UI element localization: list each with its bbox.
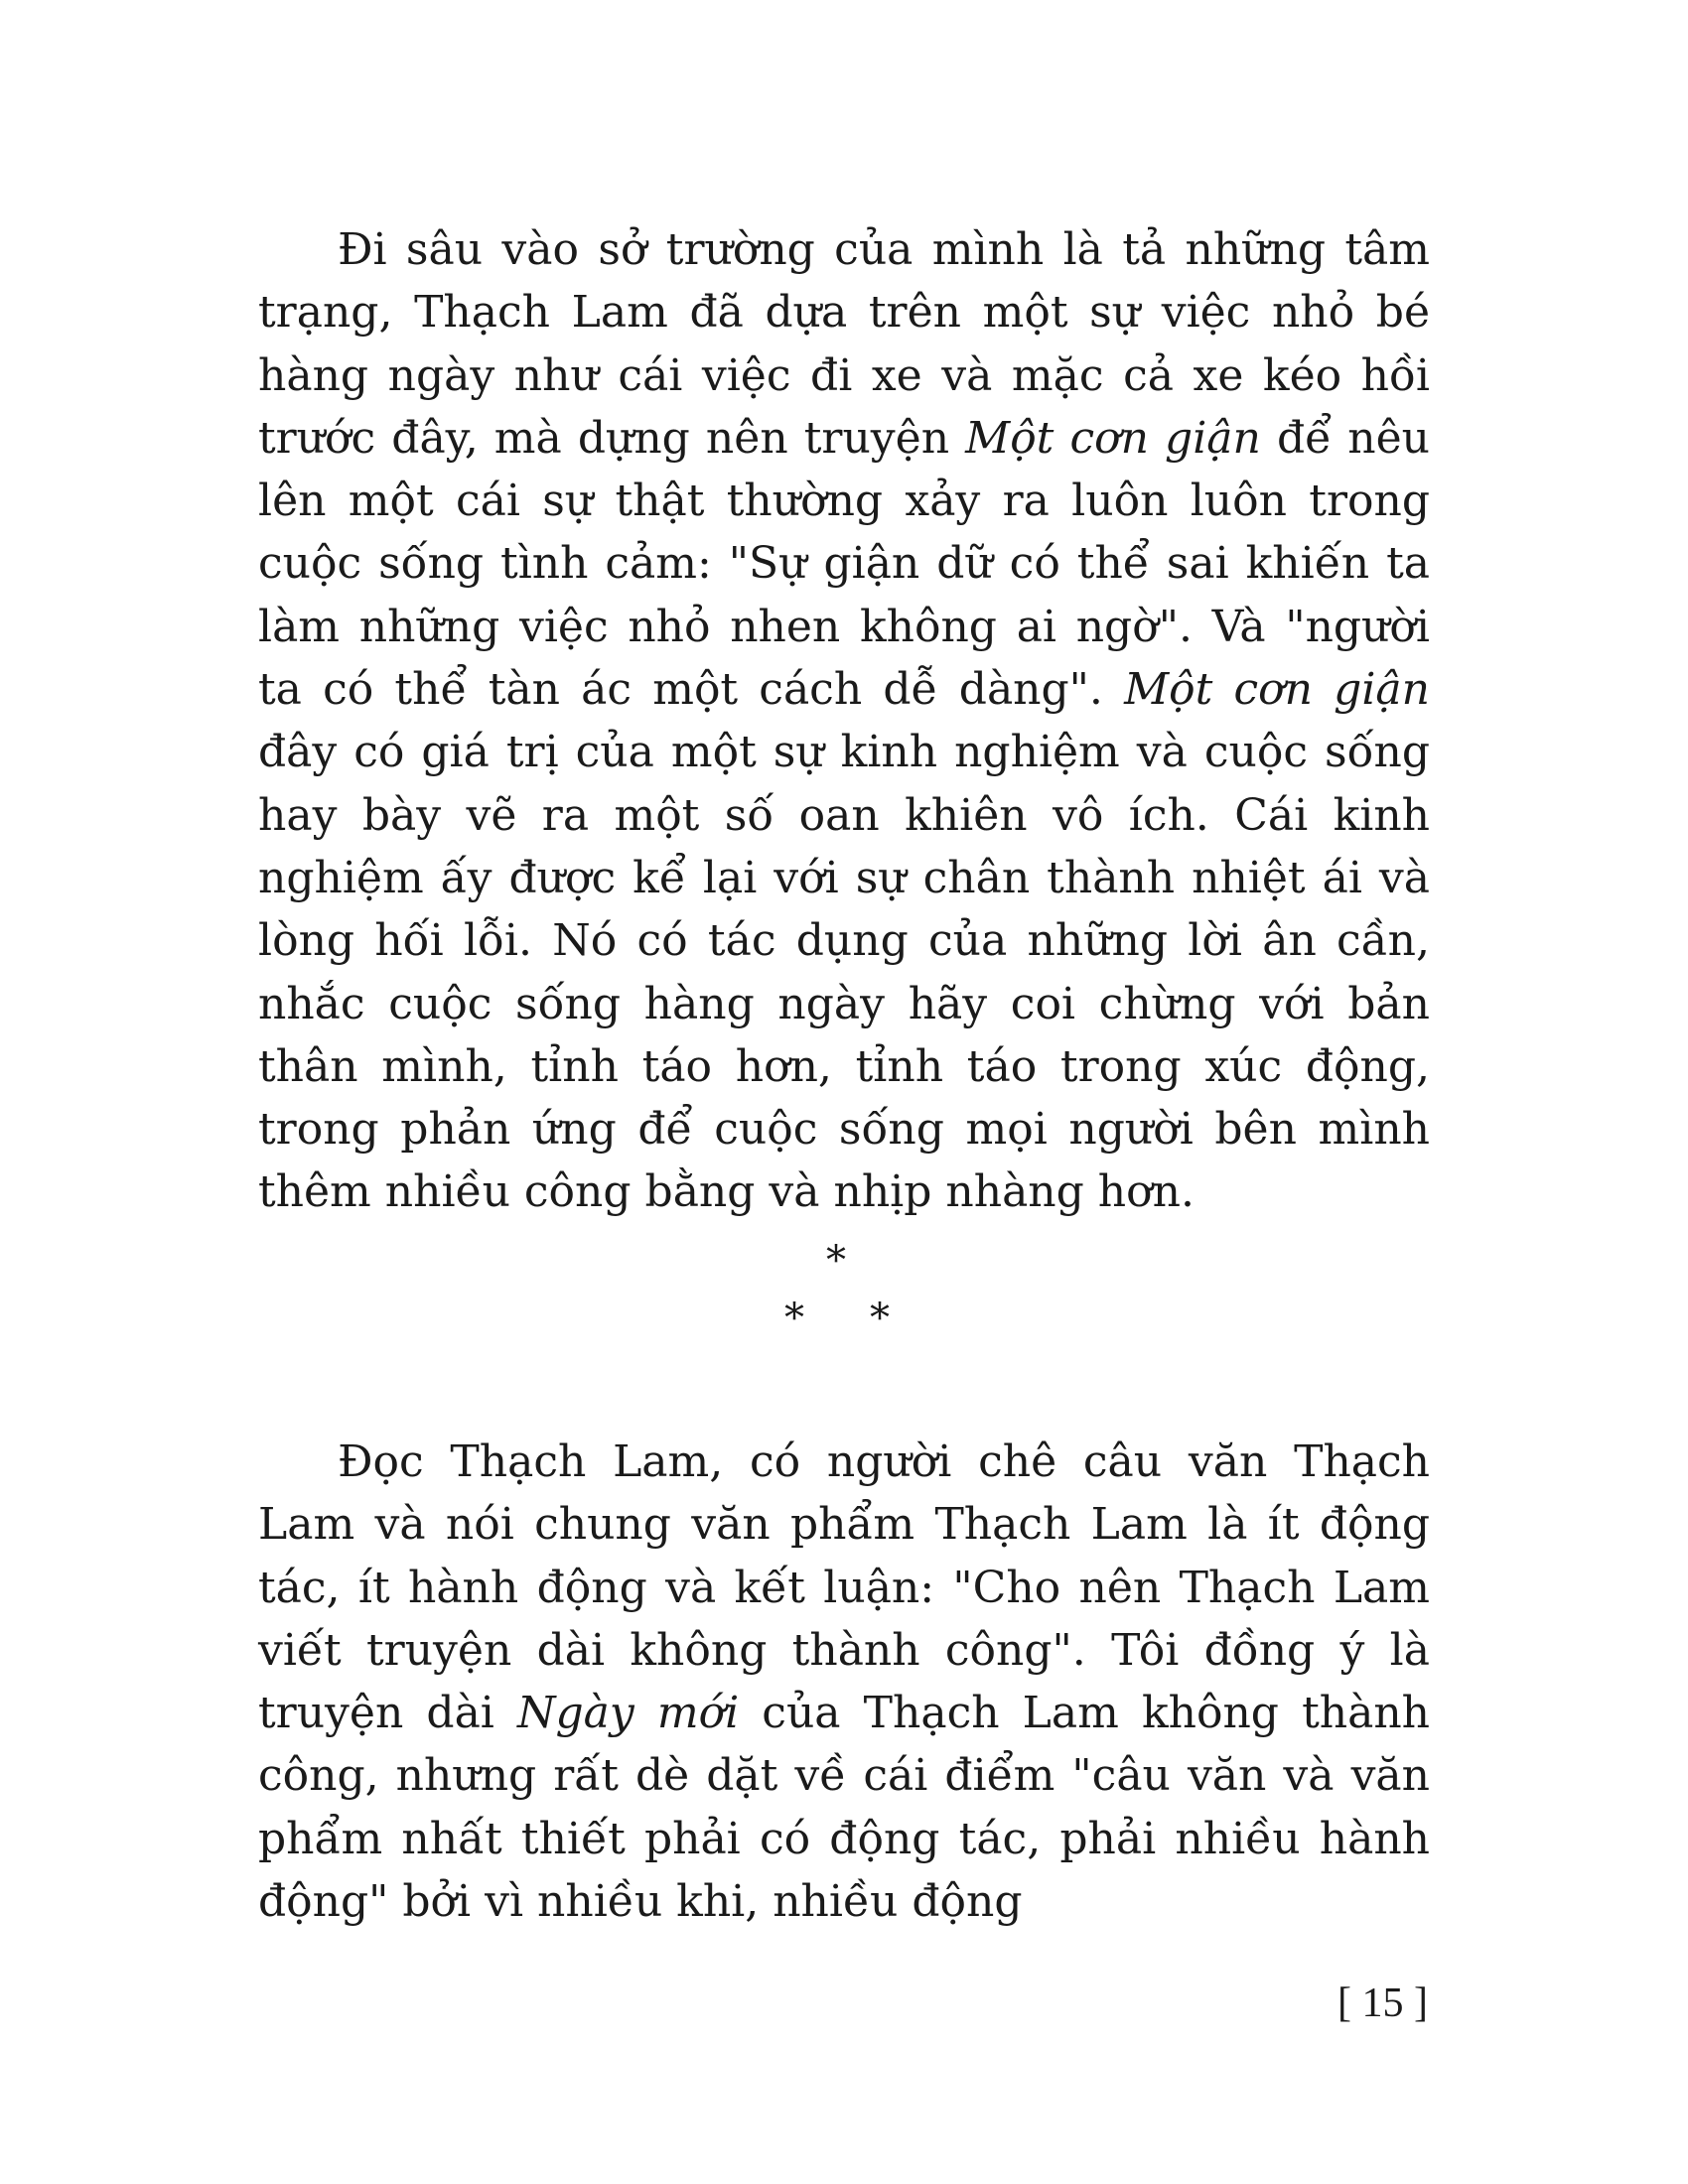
section-separator bbox=[0, 1238, 1688, 1360]
paragraph-2 bbox=[258, 1431, 1430, 1933]
page-number: [ 15 ] bbox=[1337, 1980, 1428, 2026]
paragraph-1 bbox=[258, 218, 1430, 1224]
paragraph-1-text-1: Đi sâu vào sở trường của mình là tả những tâm trạng, Thạch Lam đã dựa trên một sự việc nhỏ bé hàng ngày như cái việc đi xe và mặc cả xe kéo hồi trước đây, mà dựng nên truyện bbox=[258, 224, 1430, 464]
paragraph-2-text-2: của Thạch Lam không thành công, nhưng rất dè dặt về cái điểm "câu văn và văn phẩm nhất thiết phải có động tác, phải nhiều hành động" bởi vì nhiều khi, nhiều động bbox=[258, 1688, 1431, 1928]
separator-star-left: * bbox=[784, 1296, 804, 1341]
paragraph-1-title-2: Một cơn giận bbox=[1124, 664, 1430, 716]
separator-star-right: * bbox=[870, 1296, 890, 1341]
paragraph-2-title-1: Ngày mới bbox=[517, 1688, 740, 1739]
separator-star-top: * bbox=[826, 1238, 846, 1284]
paragraph-1-title-1: Một cơn giận bbox=[965, 412, 1261, 464]
paragraph-2-text-1: Đọc Thạch Lam, có người chê câu văn Thạch Lam và nói chung văn phẩm Thạch Lam là ít động tác, ít hành động và kết luận: "Cho nên Thạch Lam viết truyện dài không thành công". Tôi đồng ý là truyện dài bbox=[258, 1436, 1430, 1739]
paragraph-1-text-2: để nêu lên một cái sự thật thường xảy ra luôn luôn trong cuộc sống tình cảm: "Sự giận dữ có thể sai khiến ta làm những việc nhỏ nhen không ai ngờ". Và "người ta có thể tàn ác một cách dễ dàng". bbox=[258, 412, 1430, 716]
paragraph-1-text-3: đây có giá trị của một sự kinh nghiệm và cuộc sống hay bày vẽ ra một số oan khiên vô ích. Cái kinh nghiệm ấy được kể lại với sự chân thành nhiệt ái và lòng hối lỗi. Nó có tác dụng của những lời ân cần, nhắc cuộc sống hàng ngày hãy coi chừng với bản thân mình, tỉnh táo hơn, tỉnh táo trong xúc động, trong phản ứng để cuộc sống mọi người bên mình thêm nhiều công bằng và nhịp nhàng hơn. bbox=[258, 727, 1430, 1218]
